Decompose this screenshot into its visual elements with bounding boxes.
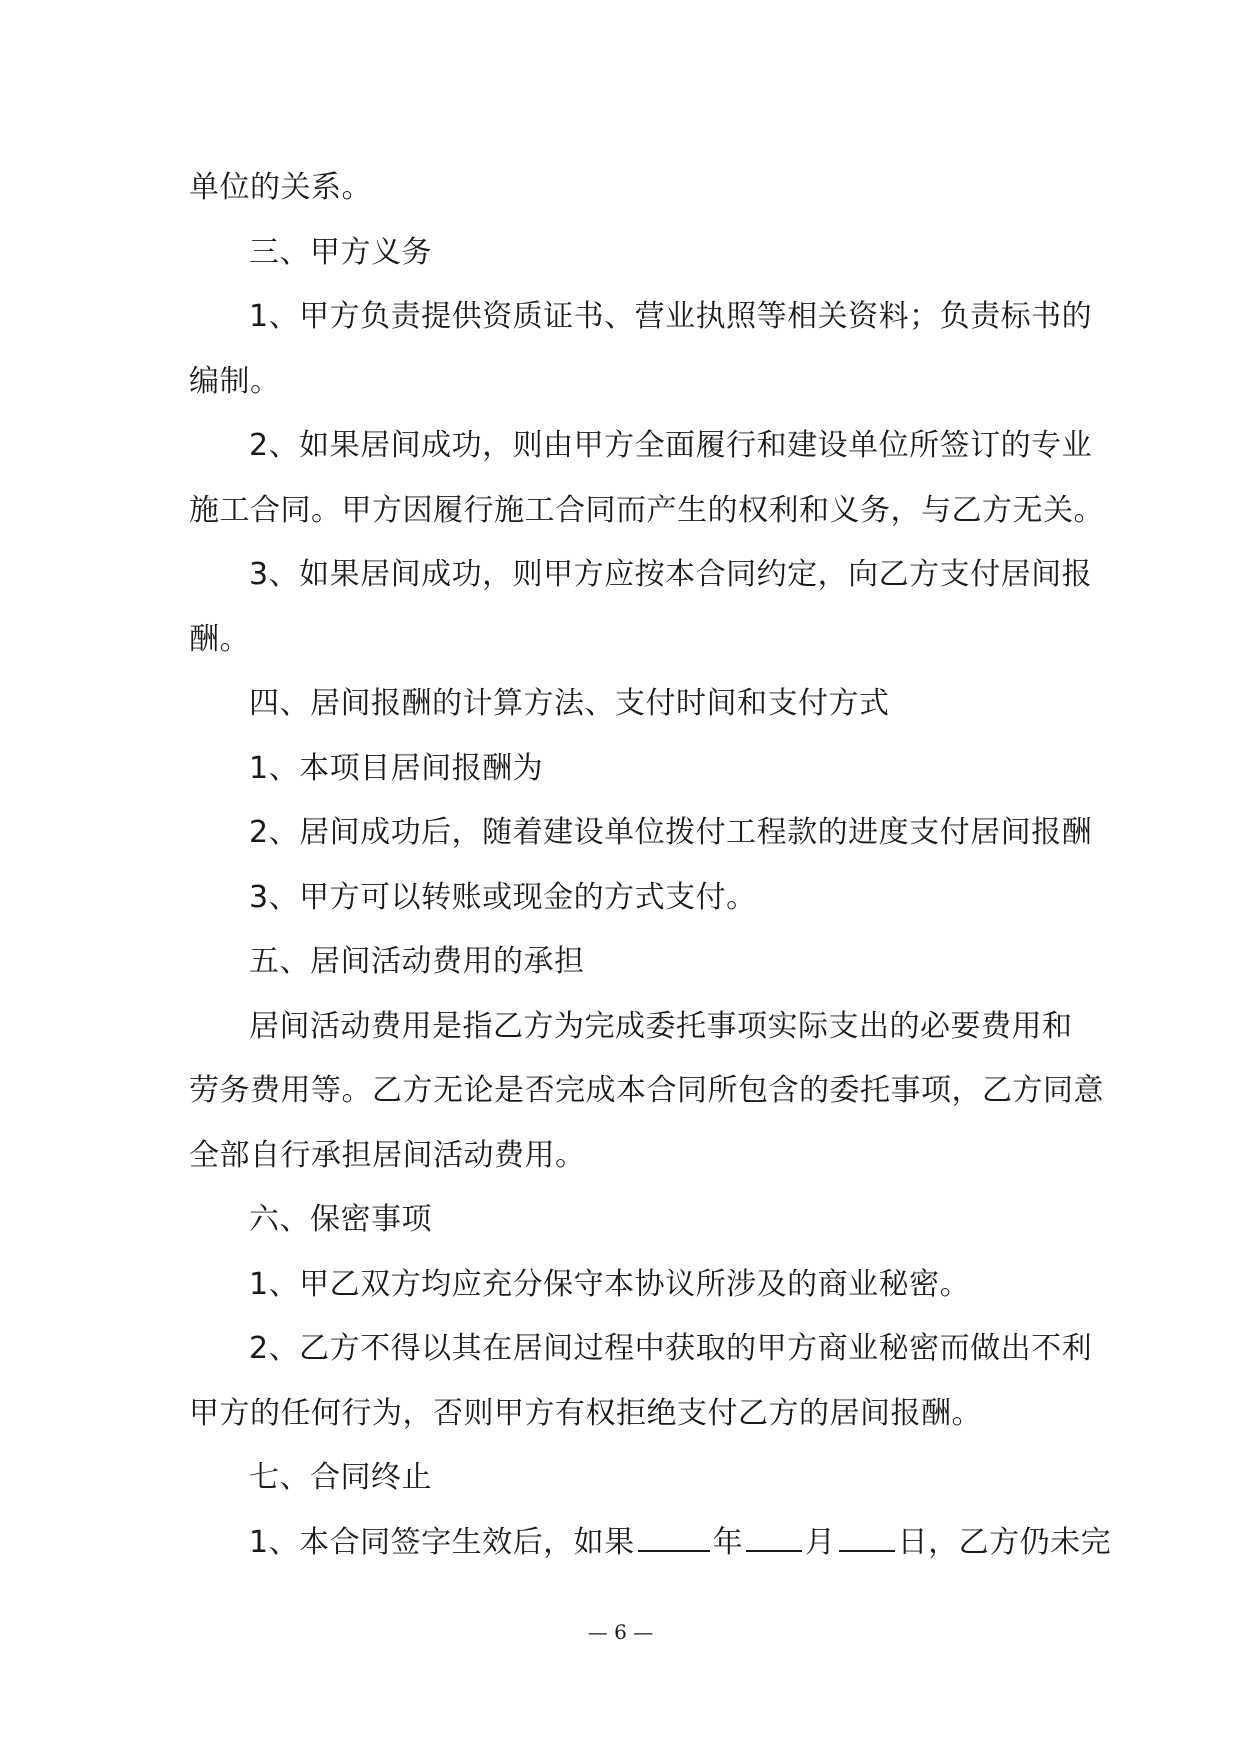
section-heading-6: 六、保密事项 bbox=[249, 1202, 432, 1237]
month-label: 月 bbox=[805, 1524, 836, 1560]
section-heading-3: 三、甲方义务 bbox=[249, 234, 432, 270]
paragraph-line: 3、甲方可以转账或现金的方式支付。 bbox=[249, 879, 757, 915]
day-blank bbox=[839, 1520, 895, 1552]
section-heading-4: 四、居间报酬的计算方法、支付时间和支付方式 bbox=[249, 686, 890, 721]
paragraph-line: 单位的关系。 bbox=[189, 170, 372, 205]
paragraph-line-with-date-blanks bbox=[189, 1511, 1112, 1576]
document-body bbox=[189, 156, 1112, 1575]
section-heading-5: 五、居间活动费用的承担 bbox=[249, 944, 585, 979]
paragraph-line: 2、居间成功后，随着建设单位拨付工程款的进度支付居间报酬 bbox=[249, 815, 1093, 850]
page-number: — 6 — bbox=[587, 1620, 654, 1644]
paragraph-line: 3、如果居间成功，则甲方应按本合同约定，向乙方支付居间报 bbox=[249, 557, 1093, 592]
paragraph-line: 2、乙方不得以其在居间过程中获取的甲方商业秘密而做出不利 bbox=[249, 1331, 1093, 1366]
paragraph-line: 施工合同。甲方因履行施工合同而产生的权利和义务，与乙方无关。 bbox=[189, 492, 1104, 528]
date-clause-prefix: 1、本合同签字生效后，如果 bbox=[249, 1524, 635, 1560]
paragraph-line: 居间活动费用是指乙方为完成委托事项实际支出的必要费用和 bbox=[249, 1008, 1073, 1044]
paragraph-line: 编制。 bbox=[189, 363, 281, 399]
paragraph-line: 酬。 bbox=[189, 621, 250, 657]
section-heading-7: 七、合同终止 bbox=[249, 1460, 432, 1495]
paragraph-line: 1、本项目居间报酬为 bbox=[249, 750, 544, 786]
paragraph-line: 1、甲方负责提供资质证书、营业执照等相关资料；负责标书的 bbox=[249, 299, 1093, 334]
day-label-and-suffix: 日，乙方仍未完 bbox=[897, 1524, 1112, 1560]
month-blank bbox=[746, 1520, 802, 1552]
year-blank bbox=[638, 1520, 710, 1552]
paragraph-line: 1、甲乙双方均应充分保守本协议所涉及的商业秘密。 bbox=[249, 1266, 971, 1302]
paragraph-line: 2、如果居间成功，则由甲方全面履行和建设单位所签订的专业 bbox=[249, 428, 1093, 463]
paragraph-line: 全部自行承担居间活动费用。 bbox=[189, 1137, 586, 1173]
paragraph-line: 甲方的任何行为，否则甲方有权拒绝支付乙方的居间报酬。 bbox=[189, 1395, 982, 1431]
paragraph-line: 劳务费用等。乙方无论是否完成本合同所包含的委托事项，乙方同意 bbox=[189, 1073, 1104, 1108]
year-label: 年 bbox=[712, 1524, 744, 1560]
